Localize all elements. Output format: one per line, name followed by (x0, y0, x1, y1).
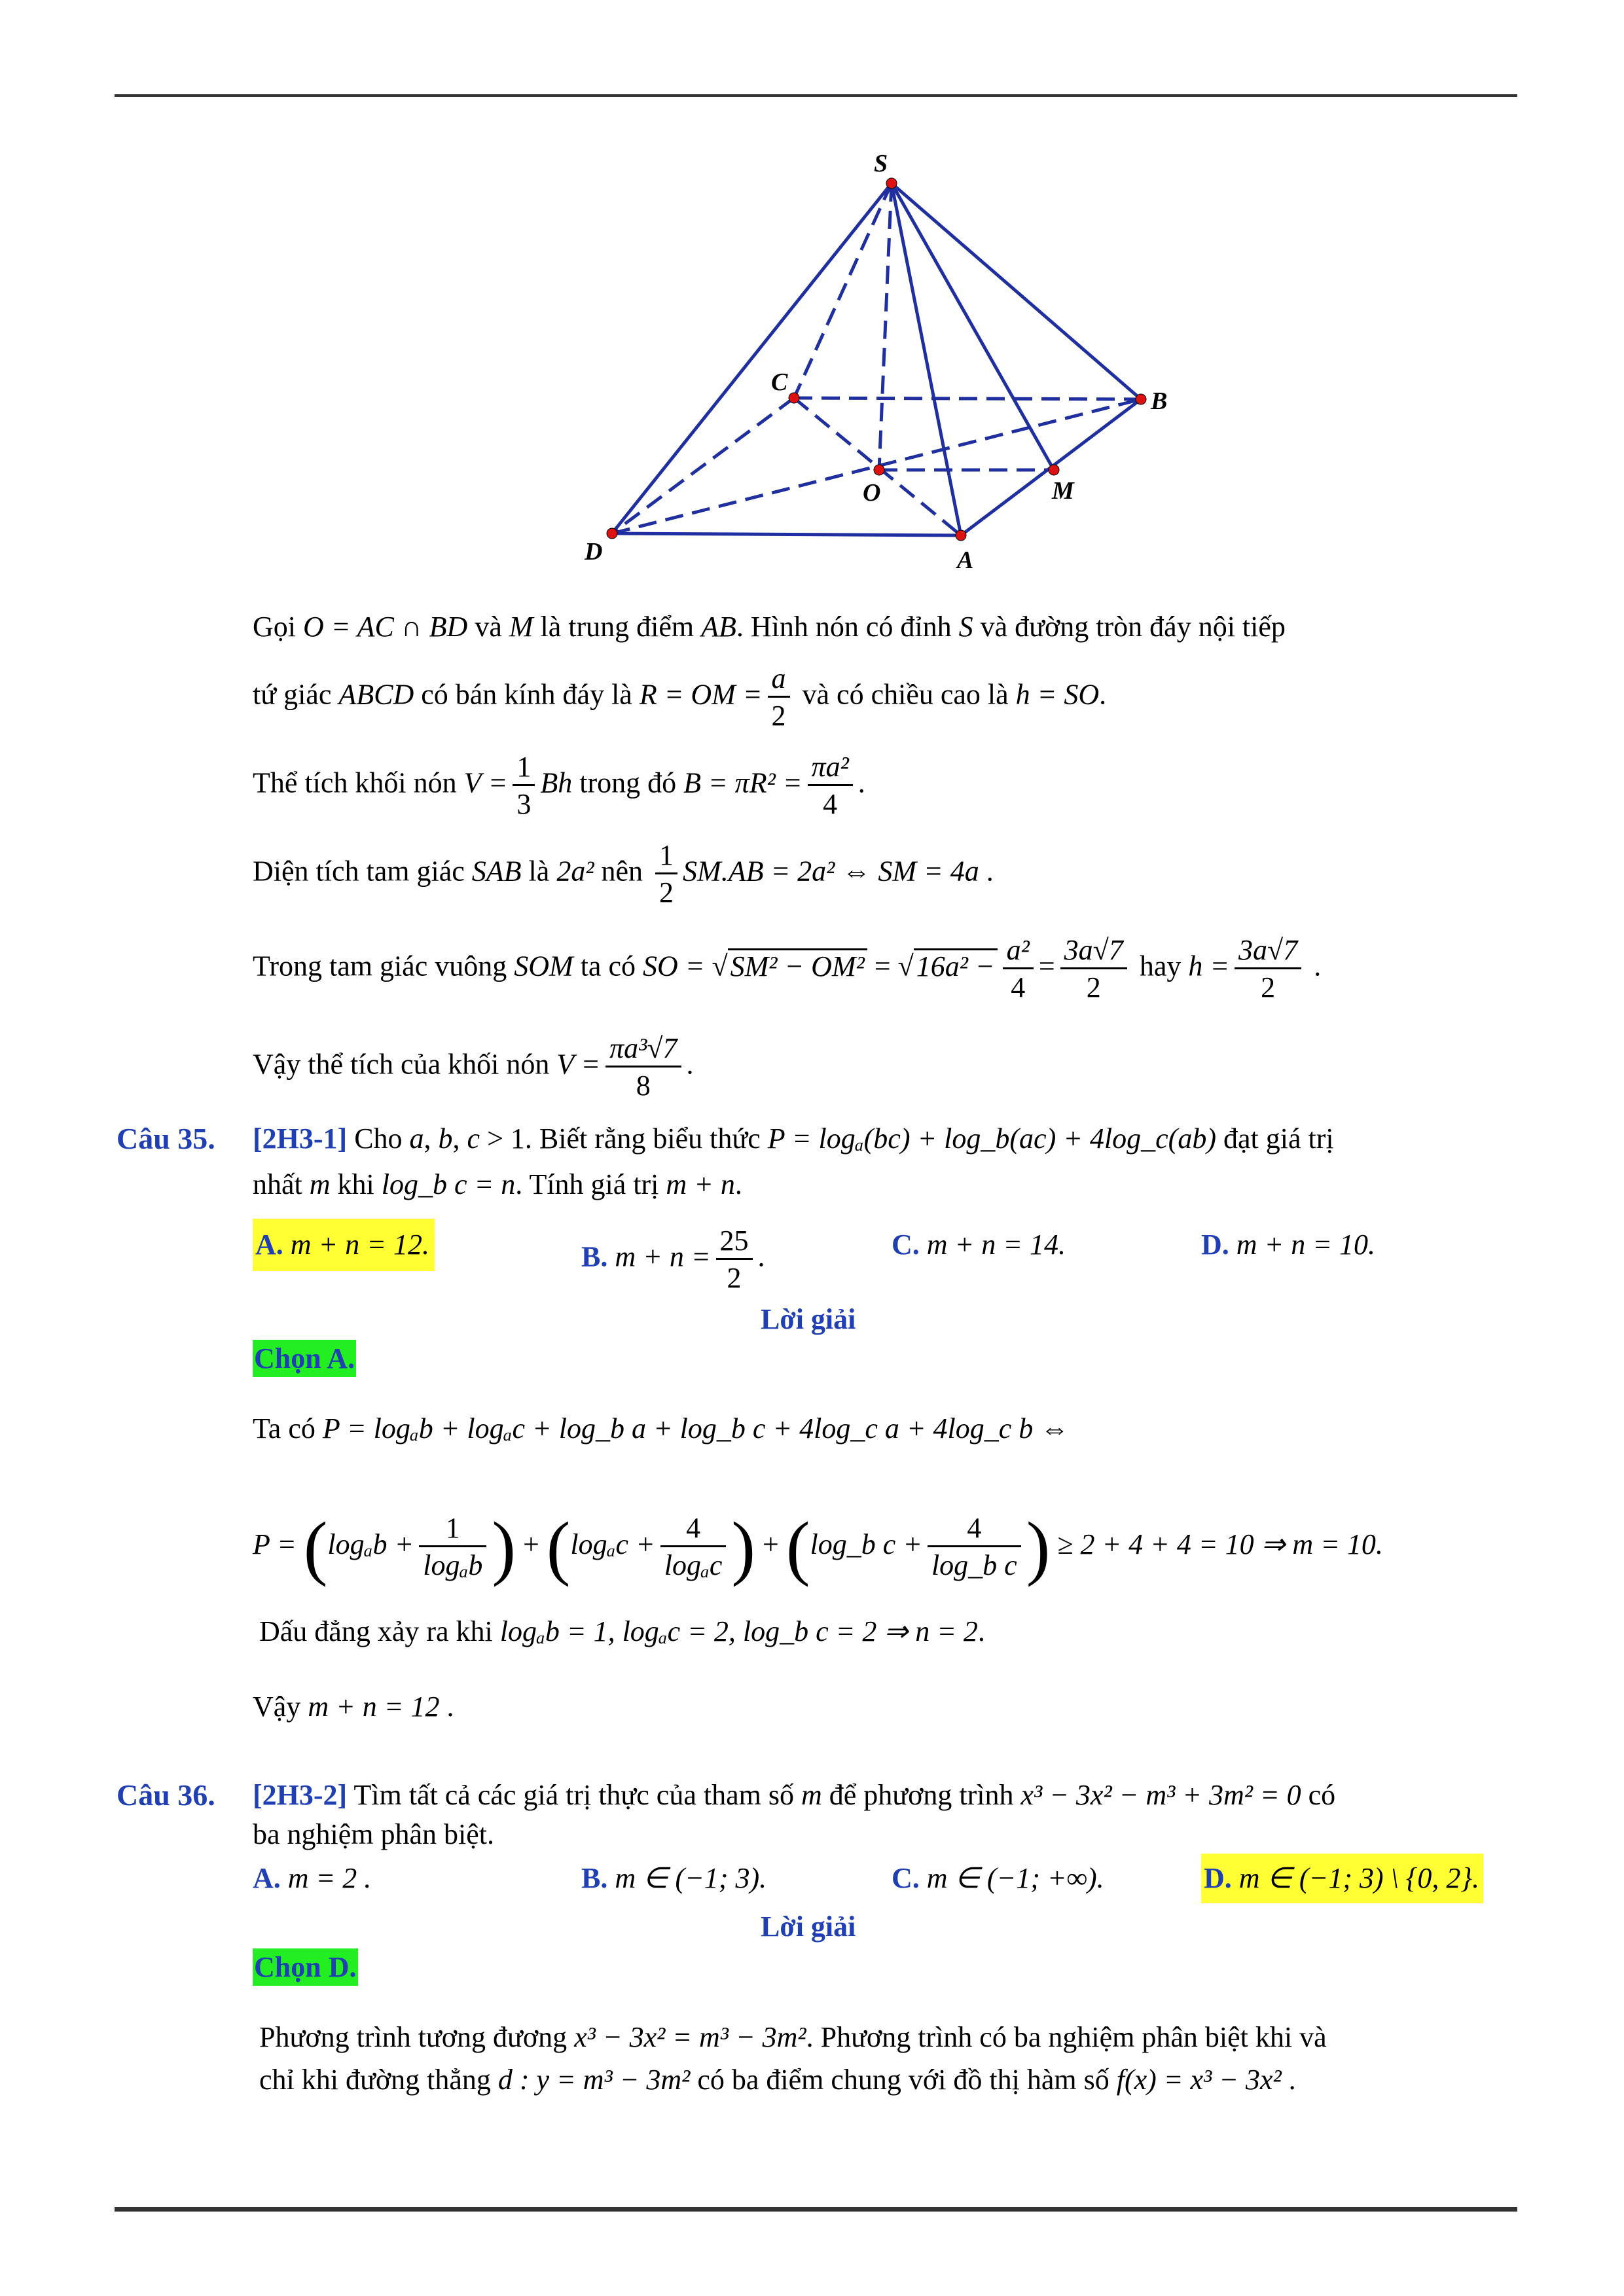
point-B (1136, 394, 1146, 404)
fraction: $\frac{1}{\text{logₐb}}$ (419, 1514, 486, 1580)
q35-sol-line1: Ta có P = logₐb + logₐc + log_b a + log_b c + 4log_c a + 4log_c b ⇔ (253, 1412, 1070, 1444)
point-S (886, 178, 897, 188)
q35-sol-line3: Dấu đẳng xảy ra khi logₐb = 1, logₐc = 2, log_b c = 2 ⇒ n = 2. (259, 1615, 985, 1647)
q36-sol-line2: chỉ khi đường thẳng d : y = m³ − 3m² có ba điểm chung với đồ thị hàm số f(x) = x³ − 3x² . (259, 2064, 1296, 2096)
q36-option-a[interactable]: A. m = 2 . (253, 1862, 372, 1894)
q35-stem-line1: [2H3-1] Cho a, b, c > 1. Biết rằng biểu thức P = logₐ(bc) + log_b(ac) + 4log_c(ab) đạt giá trị (253, 1122, 1334, 1155)
label-S: S (874, 150, 888, 177)
sol34-line1: Gọi O = AC ∩ BD và M là trung điểm AB. Hình nón có đỉnh S và đường tròn đáy nội tiếp (253, 611, 1286, 643)
q36-option-c[interactable]: C. m ∈ (−1; +∞). (892, 1862, 1104, 1894)
label-C: C (771, 368, 788, 396)
q36-option-b[interactable]: B. m ∈ (−1; 3). (581, 1862, 767, 1894)
q36-stem-line1: [2H3-2] Tìm tất cả các giá trị thực của tham số m để phương trình x³ − 3x² − m³ + 3m² = 0 có (253, 1779, 1336, 1811)
fraction: $\frac{1}{3}$ (513, 753, 535, 819)
label-D: D (585, 538, 603, 565)
fraction: $\frac{4}{\text{log\_b c}}$ (928, 1514, 1021, 1580)
fraction: $\frac{3a√7}{2}$ (1235, 936, 1301, 1002)
q35-sol-line2: P = (logₐb + $\frac{1}{\text{logₐb}}$ ) + (logₐc + $\frac{4}{\text{logₐc}}$ ) + (log_b c + $\frac{4}{\text{log\_b c}}$ ) ≥ 2 + 4 + 4 = 10 ⇒ m = 10. (253, 1507, 1383, 1587)
q35-solution-title: Lời giải (761, 1303, 856, 1335)
sol34-line4: Diện tích tam giác SAB là 2a² nên $\frac{1}{2}$ SM.AB = 2a² ⇔ SM = 4a . (253, 839, 994, 908)
q36-stem-line2: ba nghiệm phân biệt. (253, 1818, 495, 1850)
edge-SC (794, 183, 892, 398)
edge-CB (794, 398, 1141, 399)
q36-label: Câu 36. (117, 1778, 215, 1812)
q36-solution-title: Lời giải (761, 1910, 856, 1943)
fraction: $\frac{\text{πa²}}{4}$ (808, 753, 853, 819)
q35-label: Câu 35. (117, 1122, 215, 1155)
fraction: $\frac{1}{2}$ (655, 841, 677, 907)
sol34-line6: Vậy thể tích của khối nón V = $\frac{\text{πa³√7}}{8}$ . (253, 1032, 694, 1102)
q35-stem-line2: nhất m khi log_b c = n. Tính giá trị m + n. (253, 1168, 742, 1200)
fraction: $\frac{\text{πa³√7}}{8}$ (605, 1034, 681, 1100)
fraction: $\frac{3a√7}{2}$ (1060, 936, 1127, 1002)
q36-option-d[interactable]: D. m ∈ (−1; 3) \ {0, 2}. (1201, 1854, 1483, 1903)
fraction: $\frac{a}{2}$ (768, 664, 790, 730)
bottom-rule (115, 2207, 1517, 2212)
edge-DA (612, 533, 961, 535)
point-C (789, 393, 799, 403)
label-B: B (1151, 387, 1168, 415)
edge-SD (612, 183, 892, 533)
q36-sol-line1: Phương trình tương đương x³ − 3x² = m³ − 3m². Phương trình có ba nghiệm phân biệt khi và (259, 2021, 1327, 2053)
label-M: M (1052, 477, 1074, 505)
top-rule (115, 94, 1517, 97)
label-O: O (863, 479, 881, 507)
q35-option-d[interactable]: D. m + n = 10. (1201, 1229, 1375, 1261)
fraction: $\frac{\text{a²}}{4}$ (1003, 936, 1034, 1002)
point-A (956, 530, 966, 541)
q35-option-c[interactable]: C. m + n = 14. (892, 1229, 1066, 1261)
q36-chosen: Chọn D. (253, 1949, 358, 1986)
point-D (607, 528, 617, 539)
q35-sol-line4: Vậy m + n = 12 . (253, 1691, 454, 1723)
edge-SO (879, 183, 892, 470)
q35-chosen: Chọn A. (253, 1340, 356, 1377)
point-O (874, 465, 884, 475)
label-A: A (957, 547, 974, 574)
pyramid-figure (524, 131, 1178, 576)
q35-option-a[interactable]: A. m + n = 12. (253, 1219, 435, 1271)
fraction: $\frac{25}{2}$ (716, 1227, 753, 1293)
sol34-line2: tứ giác ABCD có bán kính đáy là R = OM = $\frac{a}{2}$ và có chiều cao là h = SO. (253, 662, 1107, 732)
point-M (1049, 465, 1059, 475)
q35-option-b[interactable]: B. m + n = $\frac{25}{2}$ . (581, 1225, 765, 1294)
edge-SM (892, 183, 1054, 470)
sol34-line3: Thể tích khối nón V = $\frac{1}{3}$ Bh trong đó B = πR² = $\frac{\text{πa²}}{4}$ . (253, 751, 865, 820)
fraction: $\frac{4}{\text{logₐc}}$ (660, 1514, 727, 1580)
sol34-line5: Trong tam giác vuông SOM ta có SO = √SM² − OM² = √16a² − $\frac{\text{a²}}{4}$ = $\frac{3a√7}{2}$ hay h = $\frac{3a√7}{2}$ . (253, 934, 1322, 1003)
